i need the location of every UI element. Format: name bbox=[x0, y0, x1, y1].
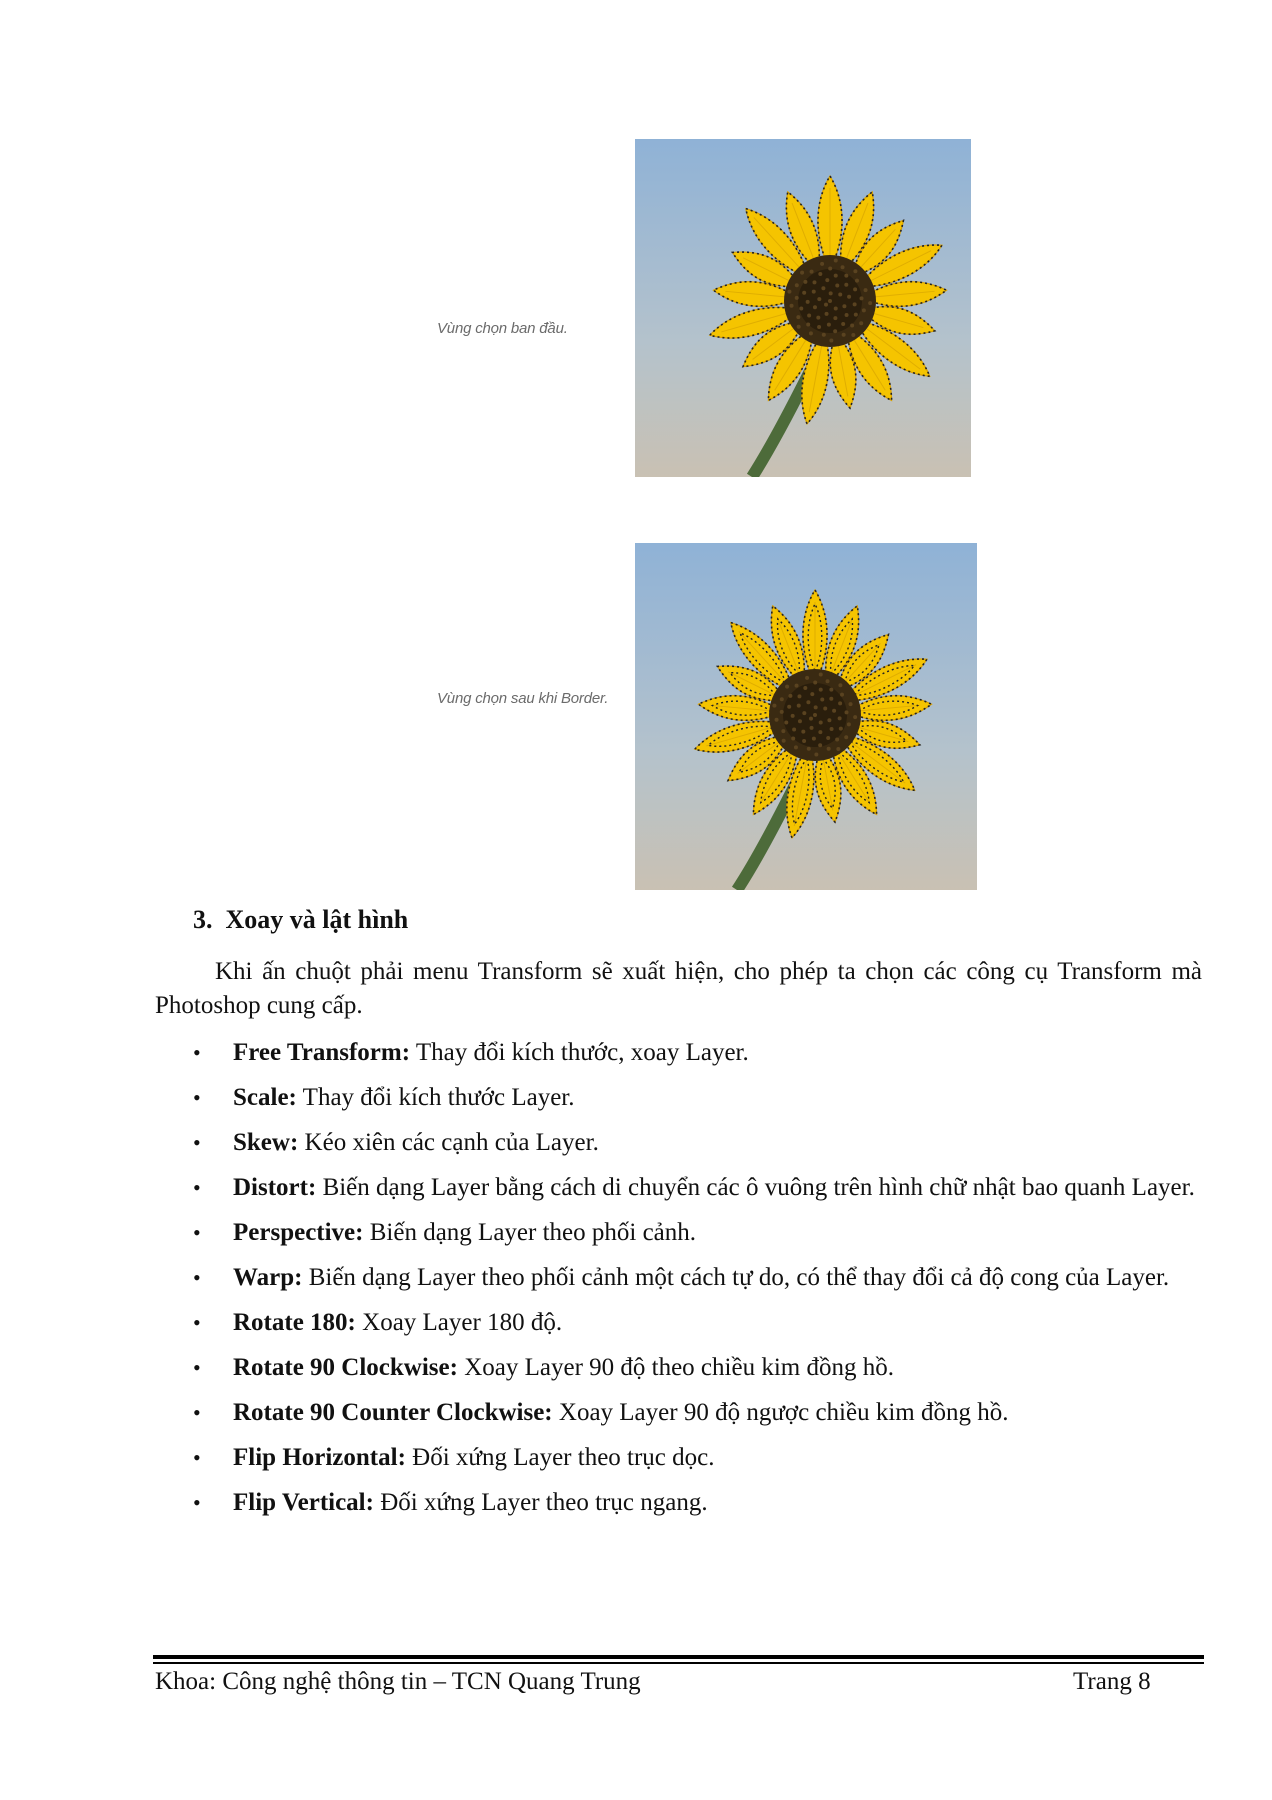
seed bbox=[810, 692, 814, 696]
seed bbox=[834, 258, 838, 262]
tool-term: Warp: bbox=[233, 1264, 303, 1291]
seed bbox=[807, 314, 811, 318]
seed bbox=[821, 286, 825, 290]
seed bbox=[797, 325, 801, 329]
seed bbox=[841, 322, 845, 326]
seed bbox=[838, 683, 842, 687]
seed bbox=[825, 278, 829, 282]
tool-description: Xoay Layer 180 độ. bbox=[355, 1309, 563, 1336]
seed bbox=[868, 301, 872, 305]
seed bbox=[785, 685, 789, 689]
seed bbox=[790, 304, 794, 308]
tool-term: Perspective: bbox=[233, 1219, 364, 1246]
seed bbox=[817, 325, 821, 329]
seed bbox=[814, 752, 818, 756]
seed bbox=[842, 304, 846, 308]
seed bbox=[828, 266, 832, 270]
seed bbox=[819, 688, 823, 692]
seed bbox=[806, 300, 810, 304]
list-item bbox=[155, 1217, 1202, 1249]
list-item bbox=[155, 1172, 1202, 1204]
tool-term: Free Transform: bbox=[233, 1039, 411, 1066]
footer-department: Khoa: Công nghệ thông tin – TCN Quang Trung bbox=[155, 1668, 641, 1695]
seed bbox=[845, 313, 849, 317]
list-item bbox=[155, 1127, 1202, 1159]
list-item bbox=[155, 1442, 1202, 1474]
seed bbox=[803, 280, 807, 284]
tool-description: Thay đổi kích thước Layer. bbox=[296, 1084, 575, 1111]
seed bbox=[853, 287, 857, 291]
figure-2-caption: Vùng chọn sau khi Border. bbox=[437, 690, 609, 707]
bullet-icon: • bbox=[193, 1040, 201, 1065]
tool-description: Biến dạng Layer theo phối cảnh một cách tự do, có thể thay đổi cả độ cong của Layer. bbox=[302, 1264, 1170, 1291]
footer-rule-thin bbox=[153, 1662, 1204, 1664]
seed bbox=[818, 743, 822, 747]
list-item bbox=[155, 1082, 1202, 1114]
seed bbox=[809, 331, 813, 335]
seed bbox=[784, 721, 788, 725]
seed bbox=[833, 329, 837, 333]
tool-description: Kéo xiên các cạnh của Layer. bbox=[298, 1129, 599, 1156]
seed bbox=[838, 292, 842, 296]
seed bbox=[832, 709, 836, 713]
list-item bbox=[155, 1397, 1202, 1429]
seed bbox=[813, 680, 817, 684]
seed bbox=[780, 710, 784, 714]
seed bbox=[838, 701, 842, 705]
tool-description: Thay đổi kích thước, xoay Layer. bbox=[410, 1039, 749, 1066]
seed bbox=[827, 323, 831, 327]
seed bbox=[862, 308, 866, 312]
seed bbox=[803, 686, 807, 690]
seed bbox=[850, 323, 854, 327]
seed bbox=[860, 296, 864, 300]
seed bbox=[823, 706, 827, 710]
seed bbox=[838, 716, 842, 720]
seed bbox=[795, 283, 799, 287]
seed bbox=[802, 291, 806, 295]
seed bbox=[820, 262, 824, 266]
seed bbox=[780, 697, 784, 701]
tool-term: Distort: bbox=[233, 1174, 317, 1201]
tool-term: Flip Horizontal: bbox=[233, 1444, 406, 1471]
seed bbox=[805, 676, 809, 680]
page-number: Trang 8 bbox=[1073, 1668, 1151, 1695]
seed bbox=[841, 265, 845, 269]
tool-term: Skew: bbox=[233, 1129, 299, 1156]
bullet-icon: • bbox=[193, 1445, 201, 1470]
seed bbox=[791, 737, 795, 741]
seed bbox=[816, 316, 820, 320]
seed bbox=[817, 297, 821, 301]
section-heading: 3. Xoay và lật hình bbox=[193, 905, 409, 934]
seed bbox=[824, 303, 828, 307]
bullet-icon: • bbox=[193, 1220, 201, 1245]
seed bbox=[813, 305, 817, 309]
seed bbox=[834, 306, 838, 310]
bullet-icon: • bbox=[193, 1175, 201, 1200]
list-item bbox=[155, 1037, 1202, 1069]
seed bbox=[802, 739, 806, 743]
seed bbox=[802, 711, 806, 715]
seed bbox=[853, 269, 857, 273]
seed bbox=[792, 728, 796, 732]
bullet-icon: • bbox=[193, 1490, 201, 1515]
seed bbox=[835, 283, 839, 287]
seed bbox=[828, 299, 832, 303]
seed bbox=[839, 727, 843, 731]
seed bbox=[842, 333, 846, 337]
seed bbox=[864, 288, 868, 292]
tool-description: Biến dạng Layer bằng cách di chuyển các ô vuông trên hình chữ nhật bao quanh Layer. bbox=[316, 1174, 1195, 1201]
seed bbox=[795, 296, 799, 300]
seed bbox=[812, 737, 816, 741]
seed bbox=[812, 280, 816, 284]
seed bbox=[853, 302, 857, 306]
seed bbox=[795, 684, 799, 688]
seed bbox=[819, 720, 823, 724]
seed bbox=[853, 715, 857, 719]
tool-description: Đối xứng Layer theo trục dọc. bbox=[405, 1444, 715, 1471]
list-item bbox=[155, 1487, 1202, 1519]
seed bbox=[797, 704, 801, 708]
seed bbox=[829, 688, 833, 692]
seed bbox=[855, 279, 859, 283]
tool-term: Rotate 180: bbox=[233, 1309, 356, 1336]
bullet-icon: • bbox=[193, 1355, 201, 1380]
tool-description: Đối xứng Layer theo trục ngang. bbox=[373, 1489, 708, 1516]
seed bbox=[806, 323, 810, 327]
seed bbox=[806, 700, 810, 704]
seed bbox=[807, 747, 811, 751]
tool-term: Scale: bbox=[233, 1084, 297, 1111]
seed bbox=[810, 726, 814, 730]
seed bbox=[791, 714, 795, 718]
seed bbox=[788, 694, 792, 698]
seed bbox=[829, 291, 833, 295]
tool-term: Flip Vertical: bbox=[233, 1489, 374, 1516]
seed bbox=[859, 321, 863, 325]
intro-paragraph: Khi ấn chuột phải menu Transform sẽ xuất hiện, cho phép ta chọn các công cụ Transform mà Photoshop cung cấp. bbox=[155, 958, 1202, 1019]
bullet-icon: • bbox=[193, 1085, 201, 1110]
seed bbox=[829, 697, 833, 701]
seed bbox=[772, 704, 776, 708]
seed bbox=[787, 290, 791, 294]
sunflower-photo-original-selection bbox=[635, 139, 971, 477]
seed bbox=[818, 272, 822, 276]
seed bbox=[830, 727, 834, 731]
seed bbox=[819, 672, 823, 676]
sunflower-photo-border-selection bbox=[635, 543, 977, 890]
tool-term: Rotate 90 Clockwise: bbox=[233, 1354, 458, 1381]
seed bbox=[826, 736, 830, 740]
seed bbox=[827, 718, 831, 722]
tool-description: Xoay Layer 90 độ theo chiều kim đồng hồ. bbox=[457, 1354, 894, 1381]
seed bbox=[826, 679, 830, 683]
seed bbox=[796, 315, 800, 319]
seed bbox=[847, 295, 851, 299]
seed bbox=[797, 694, 801, 698]
seed bbox=[849, 702, 853, 706]
seed bbox=[844, 274, 848, 278]
seed bbox=[794, 745, 798, 749]
seed bbox=[801, 730, 805, 734]
seed bbox=[814, 705, 818, 709]
figure-1-caption: Vùng chọn ban đầu. bbox=[437, 320, 568, 337]
seed bbox=[835, 737, 839, 741]
seed bbox=[775, 718, 779, 722]
bullet-icon: • bbox=[193, 1310, 201, 1335]
seed bbox=[822, 333, 826, 337]
tool-description: Xoay Layer 90 độ ngược chiều kim đồng hồ. bbox=[552, 1399, 1009, 1426]
seed bbox=[809, 717, 813, 721]
seed bbox=[827, 747, 831, 751]
list-item bbox=[155, 1307, 1202, 1339]
seed bbox=[810, 270, 814, 274]
transform-tool-list bbox=[155, 1037, 1202, 1532]
seed bbox=[829, 338, 833, 342]
seed bbox=[787, 705, 791, 709]
seed bbox=[834, 274, 838, 278]
seed bbox=[800, 271, 804, 275]
seed bbox=[833, 316, 837, 320]
tool-description: Biến dạng Layer theo phối cảnh. bbox=[363, 1219, 697, 1246]
seed bbox=[845, 710, 849, 714]
seed bbox=[813, 713, 817, 717]
list-item bbox=[155, 1262, 1202, 1294]
seed bbox=[781, 729, 785, 733]
seed bbox=[851, 333, 855, 337]
seed bbox=[812, 290, 816, 294]
bullet-icon: • bbox=[193, 1400, 201, 1425]
seed bbox=[847, 722, 851, 726]
seed bbox=[782, 739, 786, 743]
seed bbox=[818, 730, 822, 734]
footer-rule bbox=[153, 1655, 1204, 1659]
tool-term: Rotate 90 Counter Clockwise: bbox=[233, 1399, 553, 1426]
seed bbox=[799, 307, 803, 311]
seed bbox=[840, 693, 844, 697]
seed bbox=[844, 283, 848, 287]
seed bbox=[820, 697, 824, 701]
seed bbox=[825, 312, 829, 316]
seed bbox=[844, 735, 848, 739]
seed bbox=[798, 719, 802, 723]
list-item bbox=[155, 1352, 1202, 1384]
bullet-icon: • bbox=[193, 1130, 201, 1155]
bullet-icon: • bbox=[193, 1265, 201, 1290]
seed bbox=[836, 747, 840, 751]
seed bbox=[854, 313, 858, 317]
